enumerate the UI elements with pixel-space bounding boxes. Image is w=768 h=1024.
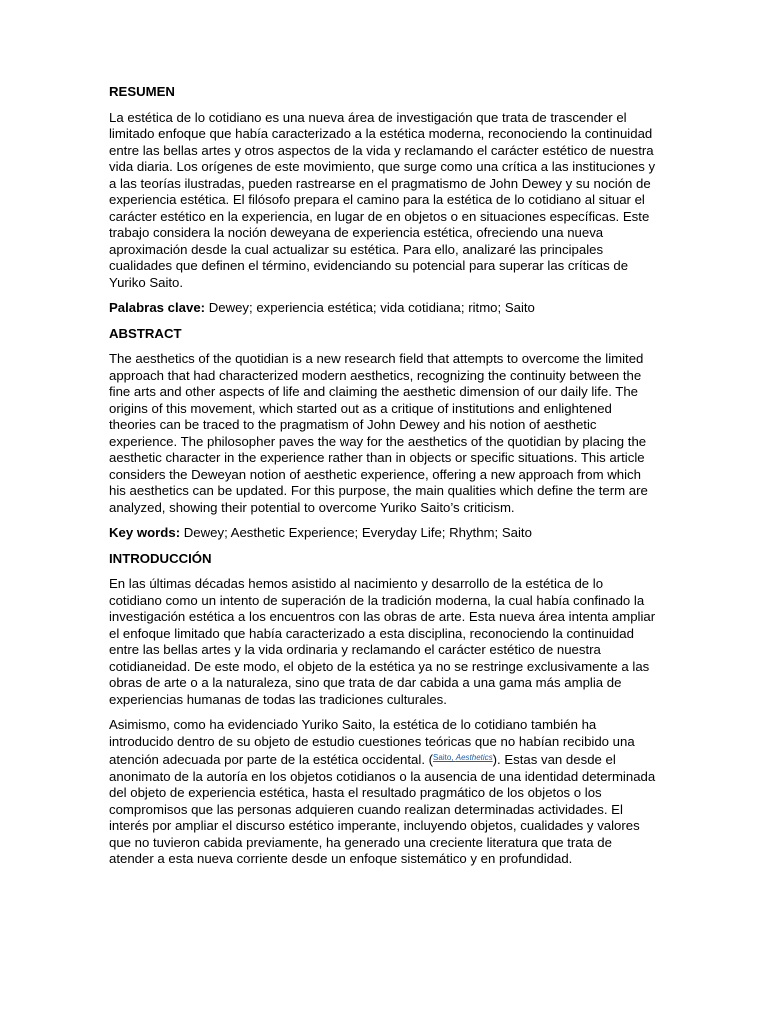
resumen-keywords-list: Dewey; experiencia estética; vida cotidiana; ritmo; Saito	[205, 300, 535, 315]
document-page	[109, 84, 659, 877]
citation-title: Aesthetics	[455, 753, 493, 762]
introduccion-paragraph-1: En las últimas décadas hemos asistido al nacimiento y desarrollo de la estética de lo cotidiano como un intento de superación de la tradición moderna, la cual había confinado la investigación estética a los encuentros con las obras de arte. Esta nueva área intenta ampliar el enfoque limitado que había caracterizado a esta disciplina, reconociendo la continuidad entre las bellas artes y la vida ordinaria y reclamando el carácter estético de nuestra cotidianeidad. De este modo, el objeto de la estética ya no se restringe exclusivamente a las obras de arte o a la naturaleza, sino que trata de dar cabida a una gama más amplia de experiencias humanas de todas las tradiciones culturales.	[109, 576, 656, 707]
abstract-keywords-list: Dewey; Aesthetic Experience; Everyday Life; Rhythm; Saito	[180, 525, 532, 540]
citation-author: Saito,	[433, 753, 456, 762]
abstract-body: The aesthetics of the quotidian is a new research field that attempts to overcome the limited approach that had characterized modern aesthetics, recognizing the continuity between the fine arts and other aspects of life and claiming the aesthetic dimension of our daily life. The origins of this movement, which started out as a critique of institutions and enlightened theories can be traced to the pragmatism of John Dewey and his notion of aesthetic experience. The philosopher paves the way for the aesthetics of the quotidian by placing the aesthetic character in the experience rather than in objects or specific situations. This article considers the Deweyan notion of aesthetic experience, offering a new approach from which his aesthetics can be updated. For this purpose, the main qualities which define the term are analyzed, showing their potential to overcome Yuriko Saito’s criticism.	[109, 351, 648, 515]
abstract-keywords	[109, 525, 659, 542]
resumen-keywords	[109, 300, 659, 317]
citation-link[interactable]	[433, 753, 493, 762]
resumen-heading: RESUMEN	[109, 84, 175, 99]
paragraph-2-start: Asimismo, como ha evidenciado Yuriko Saito, la estética de lo cotidiano también ha introducido dentro de su objeto de estudio cuestiones teóricas que no habían recibido una atención adecuada por parte de la estética occidental. (	[109, 717, 635, 767]
abstract-keywords-label: Key words:	[109, 525, 181, 540]
introduccion-paragraph-2	[109, 717, 659, 868]
abstract-heading: ABSTRACT	[109, 325, 182, 341]
paragraph-2-end: ). Estas van desde el anonimato de la autoría en los objetos cotidianos o la ausencia de una identidad determinada del objeto de experiencia estética, hasta el resultado pragmático de los objetos o los compromisos que las personas adquieren cuando realizan determinadas actividades. El interés por ampliar el discurso estético imperante, incluyendo objetos, cualidades y valores que no tuvieron cabida previamente, ha generado una creciente literatura que trata de atender a esta nueva corriente desde un enfoque sistemático y en profundidad.	[109, 752, 656, 866]
introduccion-heading: INTRODUCCIÓN	[109, 550, 212, 566]
resumen-body: La estética de lo cotidiano es una nueva área de investigación que trata de trascender el limitado enfoque que había caracterizado a la estética moderna, reconociendo la continuidad entre las bellas artes y otros aspectos de la vida y reclamando el carácter estético de nuestra vida diaria. Los orígenes de este movimiento, que surge como una crítica a las instituciones y a las teorías ilustradas, pueden rastrearse en el pragmatismo de John Dewey y su noción de experiencia estética. El filósofo prepara el camino para la estética de lo cotidiano al situar el carácter estético en la experiencia, en lugar de en objetos o en situaciones específicas. Este trabajo considera la noción deweyana de experiencia estética, ofreciendo una nueva aproximación desde la cual actualizar su estética. Para ello, analizaré las principales cualidades que definen el término, evidenciando su potencial para superar las críticas de Yuriko Saito.	[109, 109, 656, 290]
resumen-keywords-label: Palabras clave:	[109, 300, 206, 315]
